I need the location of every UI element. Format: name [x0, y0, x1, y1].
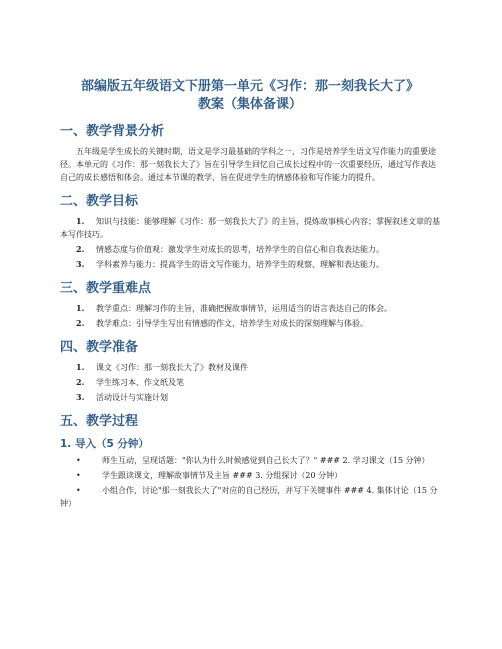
- bullet-text: 小组合作，讨论"那一刻我长大了"对应的自己经历，并写下关键事件 ### 4. 集体讨论（15 分钟）: [60, 486, 438, 508]
- list-item: [60, 317, 440, 330]
- document-title: [60, 78, 440, 114]
- item-number: 1.: [76, 303, 85, 313]
- item-text: 学生练习本、作文纸及笔: [96, 378, 184, 387]
- subheading-intro: 1. 导入（5 分钟）: [60, 438, 149, 450]
- key-points-list: [60, 302, 440, 330]
- item-number: 2.: [76, 244, 85, 254]
- title-line-1: 部编版五年级语文下册第一单元《习作：那一刻我长大了》: [80, 79, 419, 94]
- item-text: 课文《习作：那一刻我长大了》教材及课件: [96, 363, 248, 372]
- list-item: [60, 361, 440, 374]
- list-item: [60, 391, 440, 404]
- list-item: [60, 454, 440, 467]
- item-number: 3.: [76, 392, 85, 402]
- item-text: 学科素养与能力：提高学生的语文写作能力，培养学生的观察、理解和表达能力。: [96, 260, 384, 269]
- item-text: 知识与技能：能够理解《习作：那一刻我长大了》的主旨，提炼故事核心内容；掌握叙述文章的基本写作技巧。: [60, 217, 440, 239]
- list-item: [60, 469, 440, 482]
- list-item: [60, 376, 440, 389]
- item-number: 1.: [76, 362, 85, 372]
- process-bullets: [60, 454, 440, 510]
- item-number: 3.: [76, 259, 85, 269]
- item-text: 情感态度与价值观：激发学生对成长的思考，培养学生的自信心和自我表达能力。: [96, 245, 384, 254]
- item-number: 2.: [76, 377, 85, 387]
- list-item: [60, 302, 440, 315]
- section-heading-goals: 二、教学目标: [60, 194, 139, 209]
- section-heading-background: 一、教学背景分析: [60, 124, 165, 139]
- list-item: [60, 484, 440, 510]
- item-text: 教学重点：理解习作的主旨，准确把握故事情节，运用适当的语言表达自己的体会。: [96, 304, 392, 313]
- background-paragraph: 五年级是学生成长的关键时期，语文是学习最基础的学科之一，习作是培养学生语文写作能力的重要途径。本单元的《习作：那一刻我长大了》旨在引导学生回忆自己成长过程中的一次重要经历，通过写作表达自己的成长感悟和体会。通过本节课的教学，旨在促进学生的情感体验和写作能力的提升。: [60, 147, 436, 182]
- list-item: [60, 215, 440, 241]
- bullet-text: 学生跟读课文，理解故事情节及主旨 ### 3. 分组探讨（20 分钟）: [102, 471, 343, 480]
- bullet-icon: •: [76, 471, 81, 480]
- list-item: [60, 243, 440, 256]
- bullet-text: 师生互动，呈现话题："你认为什么时候感觉到自己长大了？" ### 2. 学习课文（15 分钟）: [102, 456, 430, 465]
- section-heading-key-points: 三、教学重难点: [60, 281, 152, 296]
- title-line-2: 教案（集体备课）: [197, 97, 302, 112]
- item-number: 1.: [76, 216, 85, 226]
- bullet-icon: •: [76, 456, 81, 465]
- goals-list: [60, 215, 440, 271]
- section-heading-process: 五、教学过程: [60, 414, 139, 429]
- list-item: [60, 258, 440, 271]
- bullet-icon: •: [76, 486, 81, 495]
- section-heading-preparation: 四、教学准备: [60, 340, 139, 355]
- item-text: 活动设计与实施计划: [96, 393, 168, 402]
- preparation-list: [60, 361, 440, 404]
- item-text: 教学难点：引导学生写出有情感的作文，培养学生对成长的深刻理解与体验。: [96, 319, 368, 328]
- item-number: 2.: [76, 318, 85, 328]
